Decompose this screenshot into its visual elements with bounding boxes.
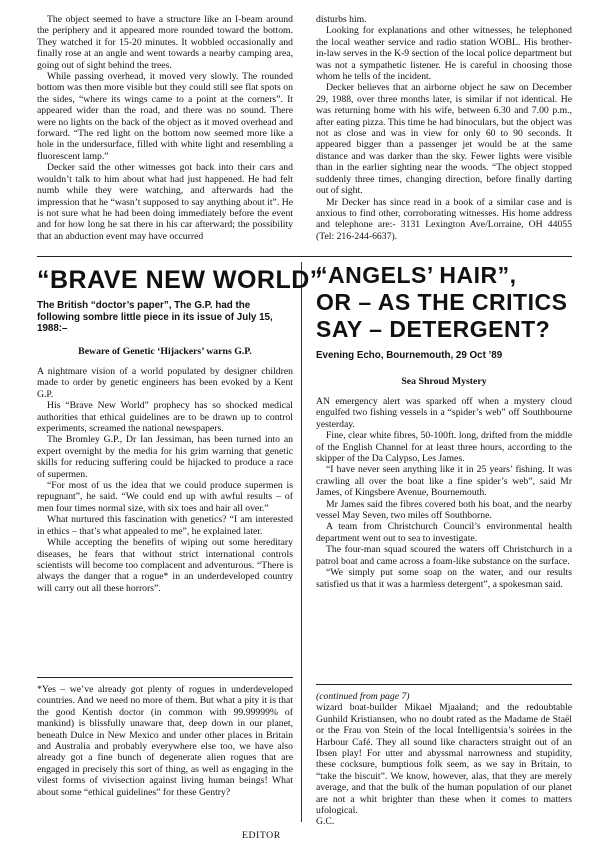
body-paragraph: Fine, clear white fibres, 50-100ft. long, drifted from the middle of the English Channel for at least three hours, according to the skipper of the Da Calypso, Les James. [316, 430, 572, 465]
editor-signature: EDITOR [242, 830, 281, 841]
headline-line: OR – AS THE CRITICS [316, 289, 568, 315]
left-headline: “BRAVE NEW WORLD” [37, 266, 323, 294]
column-divider [301, 262, 302, 822]
right-source: Evening Echo, Bournemouth, 29 Oct ’89 [316, 350, 503, 361]
left-kicker: The British “doctor’s paper”, The G.P. had the following sombre little piece in its issue of July 15, 1988:– [37, 300, 273, 334]
body-paragraph: disturbs him. [316, 14, 367, 25]
continued-label: (continued from page 7) [316, 691, 410, 702]
body-paragraph: His “Brave New World” prophecy has so shocked medical authorities that ethical guidelines are to be drawn up to control experiments, screamed the national newspapers. [37, 400, 293, 435]
body-paragraph: A nightmare vision of a world populated by designer children made to order by genetic engineers has been evoked by a Kent G.P. [37, 366, 293, 400]
footnote-text: *Yes – we’ve already got plenty of rogues in underdeveloped countries. And we need no more of them. But what a pity it is that the good Kentish doctor (in common with 99.99999% of mankind) is blissfully unaware that, deep down in our planet, beneath Dulce in New Mexico and under other places in Britain and Australia and probably everywhere else too, we have also already got a fine bunch of degenerate alien rogues that are engaged in precisely this sort of thing, as well as engaging in the vilest forms of vivisection against living human beings! What about some “ethical guidelines” for these Gentry? [37, 684, 293, 798]
top-right-column [316, 14, 572, 242]
footnote-divider [37, 677, 293, 678]
top-left-column [37, 14, 293, 242]
continued-signoff: G.C. [316, 816, 335, 828]
editor-footnote [37, 684, 293, 798]
body-paragraph: Mr Decker has since read in a book of a similar case and is anxious to find other, corroborating witnesses. His home address and telephone are:- 3131 Lexington Ave/Lorraine, OH 44055 (Tel: 216-244-6637). [316, 196, 572, 242]
body-paragraph: The four-man squad scoured the waters off Christchurch in a patrol boat and came across a foam-like substance on the surface. [316, 544, 572, 567]
body-paragraph: Decker said the other witnesses got back into their cars and wouldn’t talk to him about what had just happened. He had felt numb while they were watching, and afterwards had the impression that he “wasn’t supposed to say anything about it”. He is not sure what he had been doing immediately before the event and for how long he sat there in his car afterward; the possibility that an abduction event may have occurred [37, 162, 293, 242]
right-article-body [316, 396, 572, 590]
body-paragraph: Looking for explanations and other witnesses, he telephoned the local weather service and radio station WOBL. His brother-in-law serves in the K-9 section of the local police department but was not a sympathetic listener. He is careful in choosing those whom he tells of the incident. [316, 25, 572, 83]
body-paragraph: “I have never seen anything like it in 25 years’ fishing. It was crawling all over the boat like a fine spider’s web”, said Mr James, of Kingsbere Avenue, Bournemouth. [316, 464, 572, 499]
continued-divider [316, 684, 572, 685]
headline-line: SAY – DETERGENT? [316, 316, 551, 342]
body-paragraph: AN emergency alert was sparked off when a mystery cloud engulfed two fishing vessels in a “spider’s web” off Southbourne yesterday. [316, 396, 572, 430]
headline-line: “ANGELS’ HAIR”, [316, 262, 517, 288]
body-paragraph: While passing overhead, it moved very slowly. The rounded bottom was then more visible but they could still see flat spots on the sides, “where its wings came to a point at the corners”. It appeared wider than the road, and there was no sound. There were no lights on the back of the object as it moved overhead and forward. “The red light on the bottom now seemed more like a hole in the undersurface, filled with white light and resembling a fluorescent lamp.” [37, 71, 293, 162]
body-paragraph: A team from Christchurch Council’s environmental health department went out to sea to investigate. [316, 521, 572, 544]
left-subhead: Beware of Genetic ‘Hijackers’ warns G.P. [78, 346, 252, 357]
left-article-body [37, 366, 293, 594]
body-paragraph: “For most of us the idea that we could produce supermen is repugnant”, he said. “We could end up with awful results – of men four times normal size, with six toes and hair all over.” [37, 480, 293, 514]
body-paragraph: The Bromley G.P., Dr Ian Jessiman, has been turned into an expert overnight by the media for his grim warning that genetic skills for reducing suffering could be hijacked to produce a race of supermen. [37, 434, 293, 480]
continued-text: wizard boat-builder Mikael Mjaaland; and the redoubtable Gunhild Kristiansen, who no doubt rated as the Madame de Staël or the Frau von Stein of the local Intelligentsia’s soirées in the Harbour Café. They all sound like characters straight out of an Ibsen play! For utter and abyssmal narrowness and stupidity, these cocksure, bumptious folk seem, as we say in Britain, to “take the biscuit”. We know, however, alas, that they are merely average, and that the bulk of the human population of our planet are not a whit brighter than these when it comes to matters ufological. [316, 702, 572, 817]
body-paragraph: What nurtured this fascination with genetics? “I am interested in ethics – that’s what appealed to me”, he explained later. [37, 514, 293, 537]
continued-section [316, 691, 572, 828]
right-subhead: Sea Shroud Mystery [401, 376, 487, 387]
body-paragraph: Mr James said the fibres covered both his boat, and the nearby vessel May Seven, two miles off Southborne. [316, 498, 572, 522]
body-paragraph: While accepting the benefits of wiping out some hereditary diseases, he fears that without strict international controls scientists will become too complacent and adventurous. “There is always the danger that a rogue* in an underdeveloped country will carry out all these horrors”. [37, 537, 293, 594]
body-paragraph: Decker believes that an airborne object he saw on December 29, 1988, over three months later, is similar if not identical. He was returning home with his wife, between 6.30 and 7.00 p.m., after eating pizza. This time he had binoculars, but the object was not as close and was in view for only 60 to 90 seconds. It appeared bigger than a passenger jet would be at the same distance and was darker than the sky. Fewer lights were visible than in the earlier sighting near the woods. “The object stopped suddenly three times, changing direction, before finally darting out of sight. [316, 82, 572, 197]
right-headline [316, 262, 567, 343]
body-paragraph: The object seemed to have a structure like an I-beam around the periphery and it appeared more rounded toward the bottom. They watched it for 15-20 minutes. It wobbled occasionally and finally rose at an angle and went towards a nearby camping area, going out of sight behind the trees. [37, 14, 293, 71]
section-divider [37, 256, 572, 257]
body-paragraph: “We simply put some soap on the water, and our results satisfied us that it was a harmless detergent”, a spokesman said. [316, 567, 572, 590]
